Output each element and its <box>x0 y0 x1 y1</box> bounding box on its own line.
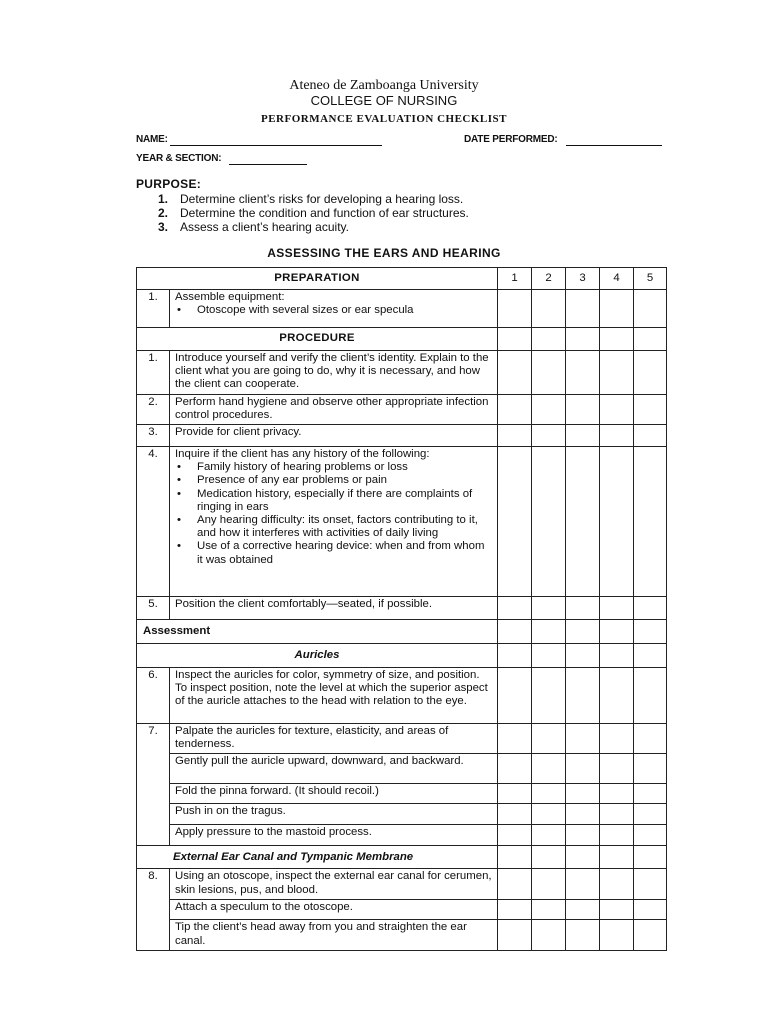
score-cell[interactable] <box>566 754 600 784</box>
purpose-item <box>158 220 469 234</box>
score-cell[interactable] <box>532 825 566 846</box>
step-text: Using an otoscope, inspect the external ear canal for cerumen, skin lesions, pus, and blood. <box>170 869 498 900</box>
date-performed-field-line[interactable] <box>566 145 662 146</box>
score-cell <box>532 620 566 644</box>
auricles-row <box>137 644 667 668</box>
score-cell <box>498 644 532 668</box>
score-cell[interactable] <box>532 900 566 920</box>
score-cell[interactable] <box>566 724 600 754</box>
score-cell[interactable] <box>566 351 600 395</box>
step-number: 3. <box>137 425 170 447</box>
table-row <box>137 597 667 620</box>
score-cell <box>600 328 634 351</box>
score-cell[interactable] <box>532 597 566 620</box>
sub-step-text: Apply pressure to the mastoid process. <box>170 825 498 846</box>
score-cell[interactable] <box>634 447 667 597</box>
score-cell[interactable] <box>566 425 600 447</box>
score-cell[interactable] <box>498 920 532 950</box>
score-cell[interactable] <box>634 869 667 900</box>
score-cell[interactable] <box>566 668 600 724</box>
score-cell[interactable] <box>634 351 667 395</box>
table-row <box>137 825 667 846</box>
procedure-header-row <box>137 328 667 351</box>
purpose-heading: PURPOSE: <box>136 177 202 191</box>
score-header: 4 <box>600 268 634 290</box>
score-cell[interactable] <box>532 754 566 784</box>
score-cell[interactable] <box>498 900 532 920</box>
score-cell <box>566 328 600 351</box>
score-cell <box>532 846 566 869</box>
score-cell[interactable] <box>498 784 532 804</box>
assessment-label: Assessment <box>137 620 498 644</box>
external-ear-canal-label: External Ear Canal and Tympanic Membrane <box>137 846 498 869</box>
table-row <box>137 900 667 920</box>
step-number: 8. <box>137 869 170 950</box>
purpose-text: Determine the condition and function of ear structures. <box>180 206 469 220</box>
purpose-item <box>158 192 469 206</box>
score-cell <box>634 620 667 644</box>
score-cell[interactable] <box>600 394 634 424</box>
score-cell[interactable] <box>566 804 600 825</box>
score-cell <box>498 620 532 644</box>
score-cell <box>532 328 566 351</box>
section-title: ASSESSING THE EARS AND HEARING <box>267 246 501 260</box>
score-header: 3 <box>566 268 600 290</box>
score-cell[interactable] <box>600 597 634 620</box>
score-cell[interactable] <box>532 425 566 447</box>
step-text: Inspect the auricles for color, symmetry of size, and position. To inspect position, note the level at which the superior aspect of the auricle attaches to the head with relation to the eye. <box>170 668 498 724</box>
score-cell[interactable] <box>600 825 634 846</box>
year-section-field-line[interactable] <box>229 164 307 165</box>
sub-step-text: Attach a speculum to the otoscope. <box>170 900 498 920</box>
purpose-number: 1. <box>158 192 169 206</box>
score-cell[interactable] <box>532 394 566 424</box>
procedure-header: PROCEDURE <box>137 328 498 351</box>
score-cell <box>566 620 600 644</box>
score-cell[interactable] <box>600 869 634 900</box>
assessment-row <box>137 620 667 644</box>
sub-step-text: Fold the pinna forward. (It should recoil.) <box>170 784 498 804</box>
score-cell[interactable] <box>498 825 532 846</box>
score-cell[interactable] <box>498 869 532 900</box>
score-cell[interactable] <box>566 447 600 597</box>
score-cell <box>600 644 634 668</box>
table-row <box>137 869 667 900</box>
score-cell[interactable] <box>566 597 600 620</box>
purpose-number: 3. <box>158 220 169 234</box>
bullet-item: • Any hearing difficulty: its onset, factors contributing to it, and how it interferes with activities of daily living <box>197 514 493 540</box>
score-cell[interactable] <box>532 351 566 395</box>
bullet-item: • Use of a corrective hearing device: when and from whom it was obtained <box>197 540 493 566</box>
step-text: Perform hand hygiene and observe other appropriate infection control procedures. <box>170 394 498 424</box>
score-cell[interactable] <box>498 447 532 597</box>
score-cell[interactable] <box>600 290 634 328</box>
canal-row <box>137 846 667 869</box>
purpose-text: Assess a client’s hearing acuity. <box>180 220 349 234</box>
preparation-header: PREPARATION <box>137 268 498 290</box>
score-cell[interactable] <box>634 668 667 724</box>
score-cell <box>566 846 600 869</box>
table-row <box>137 784 667 804</box>
score-cell <box>532 644 566 668</box>
score-cell[interactable] <box>498 597 532 620</box>
score-cell[interactable] <box>600 351 634 395</box>
name-label: NAME: <box>136 134 168 145</box>
score-cell <box>498 846 532 869</box>
bullet-item: • Family history of hearing problems or loss <box>197 461 493 474</box>
score-cell[interactable] <box>566 784 600 804</box>
score-cell[interactable] <box>634 597 667 620</box>
purpose-item <box>158 206 469 220</box>
score-cell[interactable] <box>634 290 667 328</box>
score-cell <box>600 620 634 644</box>
score-cell[interactable] <box>634 825 667 846</box>
document-title: PERFORMANCE EVALUATION CHECKLIST <box>260 113 507 125</box>
score-cell[interactable] <box>566 394 600 424</box>
step-description: Assemble equipment: <box>175 291 285 303</box>
score-cell[interactable] <box>600 425 634 447</box>
step-text: Palpate the auricles for texture, elasticity, and areas of tenderness. <box>170 724 498 754</box>
score-cell <box>634 328 667 351</box>
score-header: 5 <box>634 268 667 290</box>
score-cell[interactable] <box>634 784 667 804</box>
score-cell[interactable] <box>634 900 667 920</box>
table-row <box>137 804 667 825</box>
step-number: 2. <box>137 394 170 424</box>
step-number: 5. <box>137 597 170 620</box>
table-row <box>137 425 667 447</box>
college-name: COLLEGE OF NURSING <box>310 93 458 108</box>
date-performed-label: DATE PERFORMED: <box>464 134 558 145</box>
score-cell[interactable] <box>600 920 634 950</box>
score-cell[interactable] <box>600 804 634 825</box>
step-number: 1. <box>137 290 170 328</box>
score-cell[interactable] <box>600 900 634 920</box>
university-name: Ateneo de Zamboanga University <box>289 78 479 93</box>
table-row <box>137 754 667 784</box>
score-cell[interactable] <box>600 754 634 784</box>
table-row <box>137 668 667 724</box>
score-cell[interactable] <box>532 869 566 900</box>
score-cell[interactable] <box>566 900 600 920</box>
purpose-list <box>158 192 469 234</box>
score-cell[interactable] <box>600 784 634 804</box>
step-text: Introduce yourself and verify the client’s identity. Explain to the client what you are going to do, why it is necessary, and how the client can cooperate. <box>170 351 498 395</box>
score-cell <box>634 644 667 668</box>
purpose-text: Determine client’s risks for developing a hearing loss. <box>180 192 464 206</box>
step-text: Provide for client privacy. <box>170 425 498 447</box>
step-number: 4. <box>137 447 170 597</box>
score-cell <box>566 644 600 668</box>
checklist-table <box>136 267 667 951</box>
score-cell[interactable] <box>498 425 532 447</box>
score-cell[interactable] <box>532 447 566 597</box>
score-header: 1 <box>498 268 532 290</box>
score-cell[interactable] <box>532 804 566 825</box>
score-cell[interactable] <box>498 668 532 724</box>
purpose-number: 2. <box>158 206 169 220</box>
score-cell[interactable] <box>498 754 532 784</box>
score-cell[interactable] <box>600 724 634 754</box>
bullet-item: • Presence of any ear problems or pain <box>197 474 493 487</box>
step-number: 6. <box>137 668 170 724</box>
score-cell[interactable] <box>498 804 532 825</box>
step-number: 1. <box>137 351 170 395</box>
score-cell[interactable] <box>498 394 532 424</box>
score-cell[interactable] <box>634 394 667 424</box>
score-cell[interactable] <box>566 825 600 846</box>
sub-step-text: Tip the client’s head away from you and straighten the ear canal. <box>170 920 498 950</box>
score-cell <box>600 846 634 869</box>
score-cell[interactable] <box>634 920 667 950</box>
auricles-label: Auricles <box>137 644 498 668</box>
score-cell[interactable] <box>566 290 600 328</box>
table-row <box>137 724 667 754</box>
score-cell[interactable] <box>634 425 667 447</box>
sub-step-text: Push in on the tragus. <box>170 804 498 825</box>
score-cell[interactable] <box>600 668 634 724</box>
sub-step-text: Gently pull the auricle upward, downward, and backward. <box>170 754 498 784</box>
name-field-line[interactable] <box>170 145 382 146</box>
score-header: 2 <box>532 268 566 290</box>
score-cell[interactable] <box>600 447 634 597</box>
score-cell[interactable] <box>532 920 566 950</box>
score-cell[interactable] <box>532 668 566 724</box>
score-cell[interactable] <box>532 290 566 328</box>
table-row <box>137 290 667 328</box>
step-number: 7. <box>137 724 170 846</box>
table-row <box>137 920 667 950</box>
table-row <box>137 447 667 597</box>
step-text: Position the client comfortably—seated, if possible. <box>170 597 498 620</box>
score-cell[interactable] <box>634 754 667 784</box>
score-cell <box>498 328 532 351</box>
step-text <box>170 447 498 597</box>
score-cell[interactable] <box>566 869 600 900</box>
year-section-label: YEAR & SECTION: <box>136 153 222 164</box>
table-row <box>137 351 667 395</box>
score-cell[interactable] <box>498 724 532 754</box>
step-description: Inquire if the client has any history of the following: <box>175 448 430 461</box>
score-cell[interactable] <box>566 920 600 950</box>
bullet-list <box>175 461 493 567</box>
bullet-item: • Otoscope with several sizes or ear specula <box>197 304 493 317</box>
score-cell[interactable] <box>498 290 532 328</box>
score-cell[interactable] <box>498 351 532 395</box>
bullet-list <box>175 304 493 317</box>
score-cell <box>634 846 667 869</box>
step-text <box>170 290 498 328</box>
score-cell[interactable] <box>532 784 566 804</box>
header-row <box>137 268 667 290</box>
score-cell[interactable] <box>532 724 566 754</box>
bullet-item: • Medication history, especially if there are complaints of ringing in ears <box>197 488 493 514</box>
score-cell[interactable] <box>634 804 667 825</box>
score-cell[interactable] <box>634 724 667 754</box>
table-row <box>137 394 667 424</box>
